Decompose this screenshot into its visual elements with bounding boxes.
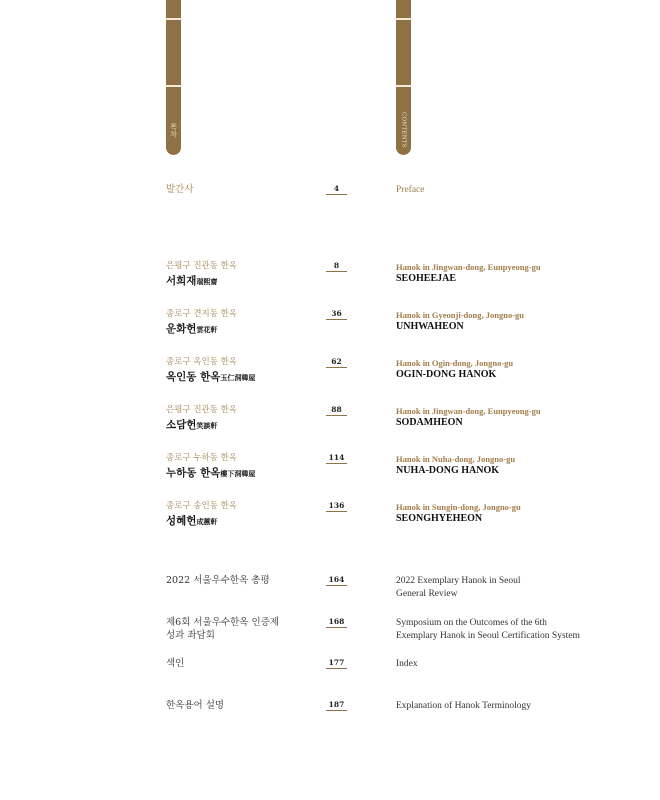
entry-english-location: Hanok in Ogin-dong, Jongno-gu [396,358,514,368]
entry-english-title: Explanation of Hanok Terminology [396,701,532,711]
entry-page-number[interactable]: 177 [326,658,347,669]
entry-english-name: SEOHEEJAE [396,273,457,284]
entry-korean-title: 색인 [166,658,185,669]
entry-korean-title-line2: 성과 좌담회 [166,630,215,641]
entry-korean-name: 운화헌雲花軒 [166,323,218,335]
entry-english-title-line2: Exemplary Hanok in Seoul Certification System [396,631,580,641]
entry-korean-name: 서희재瑞熙齋 [166,275,218,287]
entry-korean-name: 성혜헌成蕙軒 [166,515,218,527]
entry-english-location: Hanok in Jingwan-dong, Eunpyeong-gu [396,406,541,416]
entry-english-name: OGIN-DONG HANOK [396,369,497,380]
entry-english-location: Hanok in Jingwan-dong, Eunpyeong-gu [396,262,541,272]
entry-korean-name: 소담헌笑談軒 [166,419,218,431]
entry-korean-location: 종로구 견지동 한옥 [166,309,238,319]
tab-label-english: CONTENTS [400,112,407,148]
entry-korean-title: 한옥용어 설명 [166,700,225,711]
entry-english-location: Hanok in Sungin-dong, Jongno-gu [396,502,521,512]
entry-page-number[interactable]: 136 [326,501,347,512]
entry-korean-name: 누하동 한옥樓下洞韓屋 [166,467,256,479]
entry-english-title-line2: General Review [396,589,458,599]
contents-tab-left [166,0,181,155]
entry-korean-title: 2022 서울우수한옥 총평 [166,575,270,586]
entry-page-number[interactable]: 62 [326,357,347,368]
preface-page-number[interactable]: 4 [326,184,347,195]
entry-page-number[interactable]: 8 [326,261,347,272]
entry-korean-title: 제6회 서울우수한옥 인증제 [166,617,280,628]
entry-korean-name: 옥인동 한옥玉仁洞韓屋 [166,371,256,383]
entry-korean-location: 종로구 옥인동 한옥 [166,357,238,367]
preface-korean: 발간사 [166,184,194,195]
entry-korean-location: 은평구 진관동 한옥 [166,405,238,415]
entry-english-name: NUHA-DONG HANOK [396,465,500,476]
entry-english-location: Hanok in Nuha-dong, Jongno-gu [396,454,516,464]
entry-page-number[interactable]: 168 [326,617,347,628]
entry-page-number[interactable]: 114 [326,453,347,464]
entry-page-number[interactable]: 88 [326,405,347,416]
entry-page-number[interactable]: 36 [326,309,347,320]
entry-english-name: SODAMHEON [396,417,463,428]
entry-english-name: SEONGHYEHEON [396,513,483,524]
entry-english-name: UNHWAHEON [396,321,464,332]
entry-korean-location: 종로구 송인동 한옥 [166,501,238,511]
entry-english-title: Index [396,659,418,669]
entry-korean-location: 은평구 진관동 한옥 [166,261,238,271]
entry-english-title: Symposium on the Outcomes of the 6th [396,618,547,628]
entry-page-number[interactable]: 164 [326,575,347,586]
entry-english-location: Hanok in Gyeonji-dong, Jongno-gu [396,310,525,320]
entry-korean-location: 종로구 누하동 한옥 [166,453,238,463]
preface-english: Preface [396,185,425,195]
contents-tab-right [396,0,411,155]
entry-page-number[interactable]: 187 [326,700,347,711]
entry-english-title: 2022 Exemplary Hanok in Seoul [396,576,521,586]
tab-label-korean: 목차 [169,122,178,138]
